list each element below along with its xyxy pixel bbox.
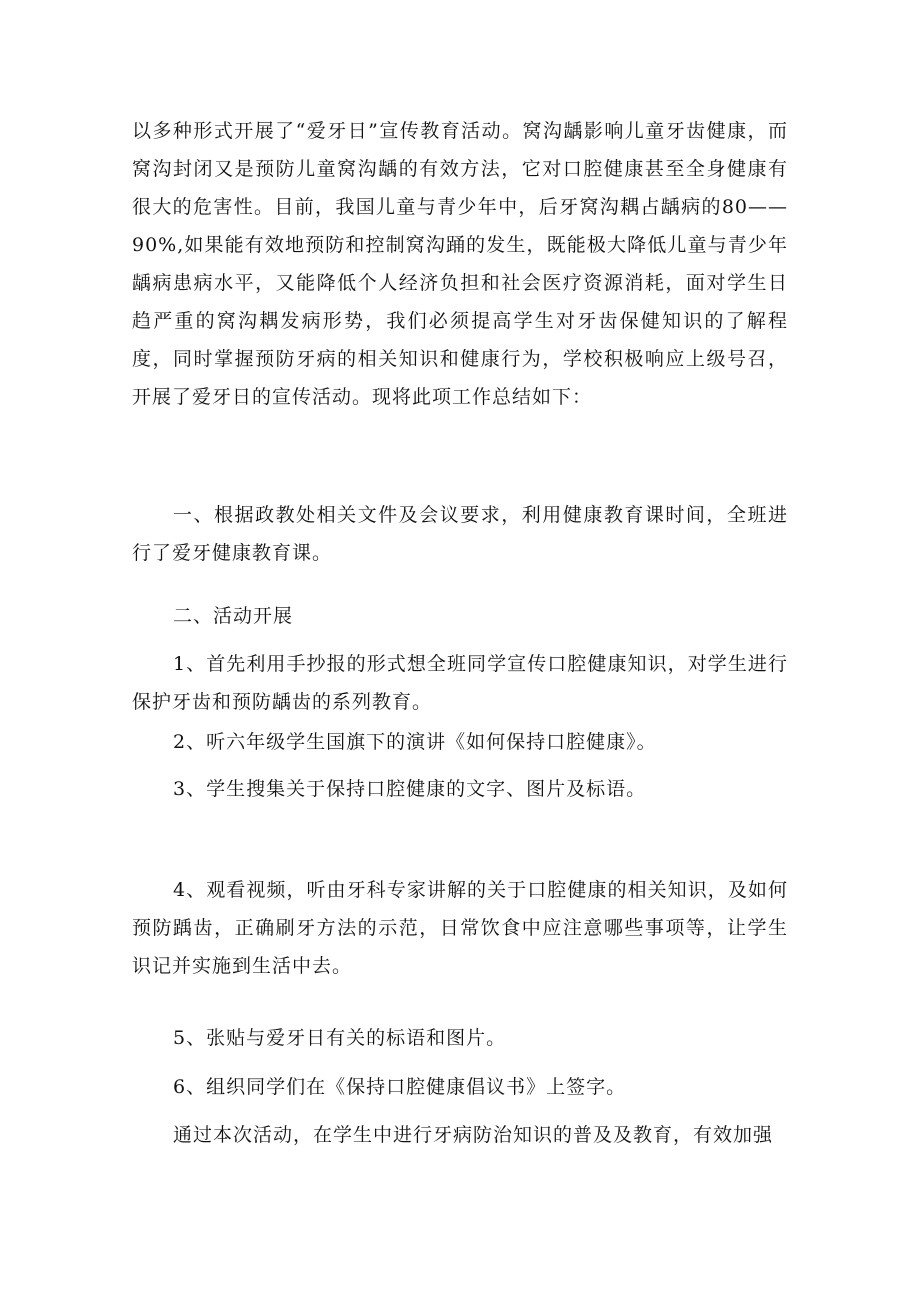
activity-item-6: 6、组织同学们在《保持口腔健康倡议书》上签字。 [173,1076,627,1098]
section-two-heading: 二、活动开展 [173,605,294,627]
activity-item-4: 4、观看视频，听由牙科专家讲解的关于口腔健康的相关知识，及如何预防踽齿，正确刷牙方法的示范，日常饮食中应注意哪些事项等，让学生识记并实施到生活中去。 [132,879,788,977]
activity-item-3: 3、学生搜集关于保持口腔健康的文字、图片及标语。 [173,778,647,800]
activity-item-1: 1、首先利用手抄报的形式想全班同学宣传口腔健康知识，对学生进行保护牙齿和预防龋齿的系列教育。 [132,653,788,713]
section-one-paragraph: 一、根据政教处相关文件及会议要求，利用健康教育课时间，全班进行了爱牙健康教育课。 [132,504,788,564]
activity-item-5: 5、张贴与爱牙日有关的标语和图片。 [173,1027,507,1049]
intro-paragraph: 以多种形式开展了“爱牙日”宣传教育活动。窝沟龋影响儿童牙齿健康，而窝沟封闭又是预防儿童窝沟龋的有效方法，它对口腔健康甚至全身健康有很大的危害性。目前，我国儿童与青少年中，后牙窝沟耦占龋病的80——90%,如果能有效地预防和控制窝沟踊的发生，既能极大降低儿童与青少年龋病患病水平，又能降低个人经济负担和社会医疗资源消耗，面对学生日趋严重的窝沟耦发病形势，我们必须提高学生对牙齿保健知识的了解程度，同时掌握预防牙病的相关知识和健康行为，学校积极响应上级号召，开展了爱牙日的宣传活动。现将此项工作总结如下： [132,120,788,408]
conclusion-paragraph: 通过本次活动，在学生中进行牙病防治知识的普及及教育，有效加强 [173,1124,774,1146]
activity-item-2: 2、听六年级学生国旗下的演讲《如何保持口腔健康》。 [173,731,657,753]
